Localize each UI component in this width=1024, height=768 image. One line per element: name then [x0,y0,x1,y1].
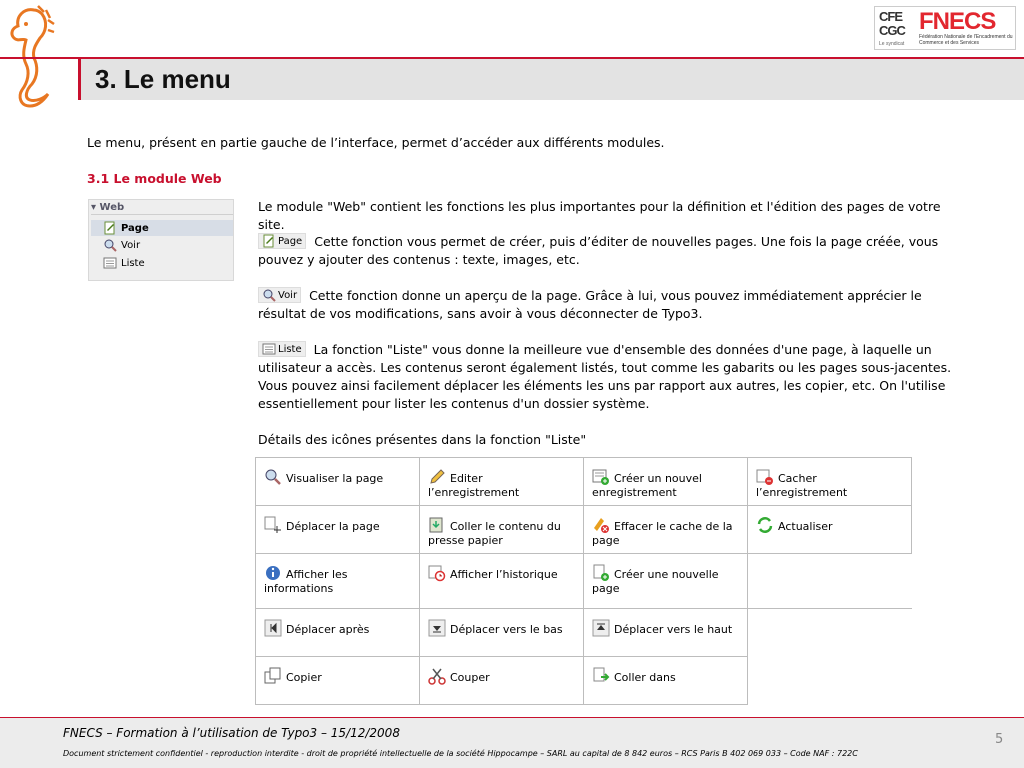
copy-icon [264,667,282,685]
table-cell [256,609,420,657]
menu-item-label: Liste [121,257,145,269]
table-cell [256,657,420,705]
intro-text: Le menu, présent en partie gauche de l’interface, permet d’accéder aux différents modules. [87,135,665,150]
magnifier-icon [262,288,276,302]
liste-paragraph [258,341,970,413]
table-cell [256,554,420,609]
details-text: Détails des icônes présentes dans la fonction "Liste" [258,432,587,447]
liste-chip-label: Liste [278,343,302,355]
cell-label: Coller dans [614,671,676,684]
table-row [256,458,912,506]
list-icon [262,342,276,356]
table-cell [420,458,584,506]
table-cell-empty [748,554,912,609]
cell-label: Déplacer la page [286,520,380,533]
refresh-icon [756,516,774,534]
page-chip-label: Page [278,235,303,247]
liste-description: La fonction "Liste" vous donne la meilleure vue d'ensemble des données d'une page, à laquelle un utilisateur a accès. Les contenus seront également listés, tout comme les gabarits ou les pages sous-jacentes. Vous pouvez ainsi facilement déplacer les éléments les uns par rapport aux autres, les copier, etc. On l'utilise essentiellement pour lister les contenus d'un dossier système. [258,342,952,411]
table-cell [420,609,584,657]
footer-legal: Document strictement confidentiel - reproduction interdite - droit de propriété intellectuelle de la société Hippocampe – SARL au capital de 8 842 euros – RCS Paris B 402 069 033 – Code NAF : 722C [63,749,858,758]
page-chip [258,233,306,249]
footer-title: FNECS – Formation à l’utilisation de Typo3 – 15/12/2008 [63,726,400,740]
table-row [256,506,912,554]
cell-label: Déplacer vers le haut [614,623,733,636]
cell-label: Editer l’enregistrement [428,472,520,499]
voir-chip-label: Voir [278,289,298,301]
menu-item-label: Voir [121,239,141,251]
move-after-icon [264,619,282,637]
paste-clipboard-icon [428,516,446,534]
new-record-icon [592,468,610,486]
menu-item-liste [103,255,145,271]
seahorse-logo [4,2,66,110]
cell-label: Déplacer après [286,623,370,636]
table-cell-empty [748,609,912,657]
move-page-icon [264,516,282,534]
table-cell [584,554,748,609]
fnecs-logo-text: FNECS [919,8,996,35]
page-paragraph [258,233,970,269]
table-cell [584,609,748,657]
cut-icon [428,667,446,685]
table-row [256,657,912,705]
cell-label: Afficher l’historique [450,568,558,581]
footer [0,718,1024,768]
table-row [256,554,912,609]
paste-into-icon [592,667,610,685]
cell-label: Copier [286,671,322,684]
web-menu-screenshot [88,199,234,281]
table-cell [420,657,584,705]
magnifier-icon [103,238,117,252]
voir-paragraph [258,287,970,323]
table-cell [420,554,584,609]
cell-label: Cacher l’enregistrement [756,472,848,499]
menu-header: ▾ Web [91,202,233,215]
table-cell [256,506,420,554]
cell-label: Effacer le cache de la page [592,520,733,547]
table-cell [256,458,420,506]
move-down-icon [428,619,446,637]
page-title: 3. Le menu [95,64,231,94]
menu-item-page [91,220,233,236]
move-up-icon [592,619,610,637]
list-icon [103,256,117,270]
page-description: Cette fonction vous permet de créer, puis d’éditer de nouvelles pages. Une fois la page créée, vous pouvez y ajouter des contenus : texte, images, etc. [258,234,939,267]
table-cell-empty [748,657,912,705]
cfe-cgc-subtext: Le syndicat [879,41,905,47]
voir-chip [258,287,301,303]
page-edit-icon [262,234,276,248]
cell-label: Coller le contenu du presse papier [428,520,561,547]
table-cell [420,506,584,554]
page-number: 5 [995,732,1004,747]
clear-cache-icon [592,516,610,534]
hide-icon [756,468,774,486]
cell-label: Actualiser [778,520,833,533]
cell-label: Couper [450,671,490,684]
voir-description: Cette fonction donne un aperçu de la page. Grâce à lui, vous pouvez immédiatement apprécier le résultat de vos modifications, sans avoir à vous déconnecter de Typo3. [258,288,922,321]
table-row [256,609,912,657]
pencil-icon [428,468,446,486]
table-cell [748,506,912,554]
cell-label: Visualiser la page [286,472,384,485]
new-page-icon [592,564,610,582]
table-cell [584,458,748,506]
fnecs-logo [874,6,1016,50]
liste-chip [258,341,306,357]
icon-details-table [255,457,912,705]
table-cell [584,506,748,554]
table-cell [748,458,912,506]
menu-item-label: Page [121,222,149,234]
menu-header-label: Web [99,202,125,213]
cell-label: Afficher les informations [264,568,348,595]
page-edit-icon [103,221,117,235]
cell-label: Créer un nouvel enregistrement [592,472,702,499]
cell-label: Déplacer vers le bas [450,623,563,636]
cell-label: Créer une nouvelle page [592,568,719,595]
section-title: 3.1 Le module Web [87,171,222,186]
fnecs-subtitle: Fédération Nationale de l'Encadrement du Commerce et des Services [919,34,1013,46]
cfe-cgc-logo-text: CFE CGC [879,9,905,38]
menu-item-voir [103,237,140,253]
history-icon [428,564,446,582]
info-icon [264,564,282,582]
web-module-text: Le module "Web" contient les fonctions les plus importantes pour la définition et l'édition des pages de votre site. [258,199,941,232]
title-bar [78,59,1024,100]
magnifier-icon [264,468,282,486]
table-cell [584,657,748,705]
